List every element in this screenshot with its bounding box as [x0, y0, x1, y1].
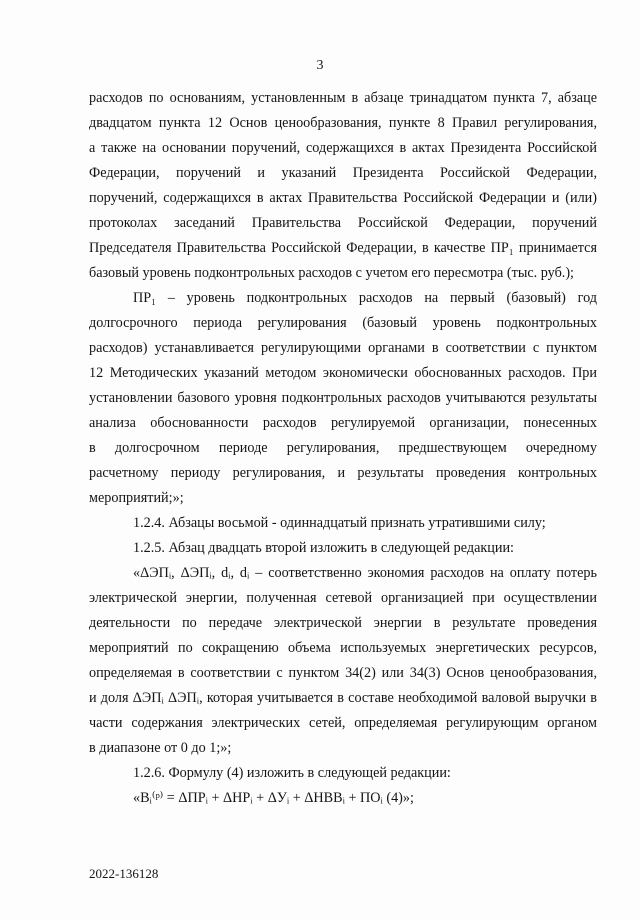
text-line: а также на основании поручений, содержащихся в актах Президента Российской — [89, 140, 597, 156]
text-line: расходов) устанавливается регулирующими органами в соответствии с пунктом — [89, 340, 597, 356]
text-line: «ΔЭПᵢ, ΔЭПᵢ, dᵢ, dᵢ – соответственно экономия расходов на оплату потерь — [133, 565, 597, 581]
text-line: в диапазоне от 0 до 1;»; — [89, 740, 232, 756]
text-line: мероприятий;»; — [89, 490, 184, 506]
text-line: двадцатом пункта 12 Основ ценообразования, пункте 8 Правил регулирования, — [89, 115, 597, 131]
text-line: анализа обоснованности расходов регулируемой организации, понесенных — [89, 415, 597, 431]
document-registration-code: 2022-136128 — [89, 866, 159, 881]
text-line: расходов по основаниям, установленным в абзаце тринадцатом пункта 7, абзаце — [89, 90, 597, 106]
text-line: и доля ΔЭПᵢ ΔЭПᵢ, которая учитывается в составе необходимой валовой выручки в — [89, 690, 597, 706]
text-line: определяемая в соответствии с пунктом 34(2) или 34(3) Основ ценообразования, — [89, 665, 597, 681]
text-line: 1.2.5. Абзац двадцать второй изложить в следующей редакции: — [133, 540, 514, 556]
text-line: Председателя Правительства Российской Федерации, в качестве ПР₁ принимается — [89, 240, 597, 256]
text-line: расчетному периоду регулирования, и результаты проведения контрольных — [89, 465, 597, 481]
text-line: 1.2.6. Формулу (4) изложить в следующей редакции: — [133, 765, 451, 781]
text-line: «Bᵢ⁽ᵖ⁾ = ΔПРᵢ + ΔНРᵢ + ΔУᵢ + ΔНВВᵢ + ПОᵢ (4)»; — [133, 790, 414, 806]
text-line: части содержания электрических сетей, определяемая регулирующим органом — [89, 715, 597, 731]
text-line: протоколах заседаний Правительства Российской Федерации, поручений — [89, 215, 597, 231]
text-line: установлении базового уровня подконтрольных расходов учитываются результаты — [89, 390, 597, 406]
page-number: 3 — [316, 58, 324, 73]
text-line: долгосрочного периода регулирования (базовый уровень подконтрольных — [89, 315, 597, 331]
text-line: деятельности по передаче электрической энергии в результате проведения — [89, 615, 597, 631]
text-line: в долгосрочном периоде регулирования, предшествующем очередному — [89, 440, 597, 456]
text-line: Федерации, поручений и указаний Президента Российской Федерации, — [89, 165, 597, 181]
text-line: ПР₁ – уровень подконтрольных расходов на первый (базовый) год — [133, 290, 597, 306]
text-line: 1.2.4. Абзацы восьмой - одиннадцатый признать утратившими силу; — [133, 515, 546, 531]
document-body — [89, 86, 597, 811]
text-line: электрической энергии, полученная сетевой организацией при осуществлении — [89, 590, 597, 606]
text-line: базовый уровень подконтрольных расходов с учетом его пересмотра (тыс. руб.); — [89, 265, 574, 281]
text-line: 12 Методических указаний методом экономически обоснованных расходов. При — [89, 365, 597, 381]
text-line: мероприятий по сокращению объема используемых энергетических ресурсов, — [89, 640, 597, 656]
text-line: поручений, содержащихся в актах Правительства Российской Федерации и (или) — [89, 190, 597, 206]
